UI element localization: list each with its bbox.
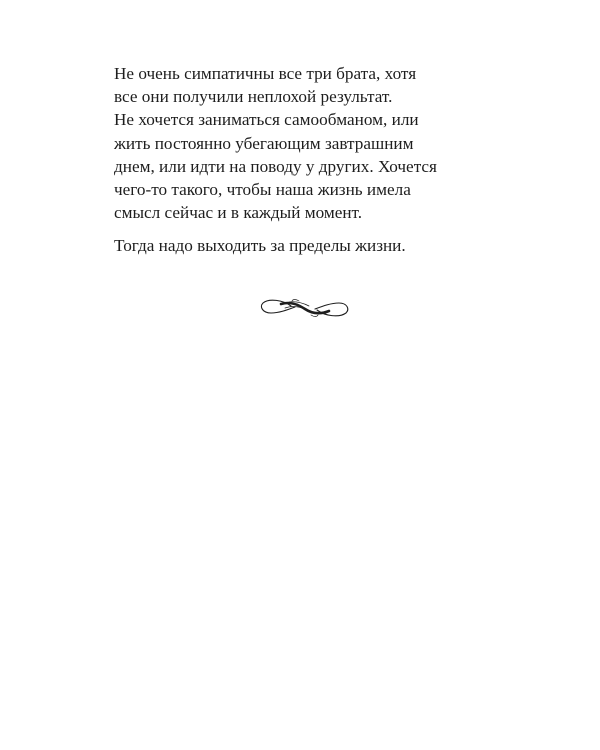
text-line: Тогда надо выходить за пределы жизни.	[114, 236, 406, 256]
text-line: днем, или идти на поводу у других. Хочется	[114, 156, 437, 176]
text-line: смысл сейчас и в каждый момент.	[114, 203, 363, 223]
body-text	[114, 62, 484, 258]
text-line: жить постоянно убегающим завтрашним	[114, 133, 414, 153]
paragraph-2	[114, 234, 484, 257]
flourish-divider-icon	[259, 293, 351, 323]
text-line: Не очень симпатичны все три брата, хотя	[114, 64, 417, 83]
text-line: чего-то такого, чтобы наша жизнь имела	[114, 179, 411, 199]
text-line: все они получили неплохой результат.	[114, 87, 393, 107]
paragraph-1	[114, 62, 484, 224]
text-line: Не хочется заниматься самообманом, или	[114, 110, 419, 130]
paragraph-spacing	[114, 224, 484, 234]
